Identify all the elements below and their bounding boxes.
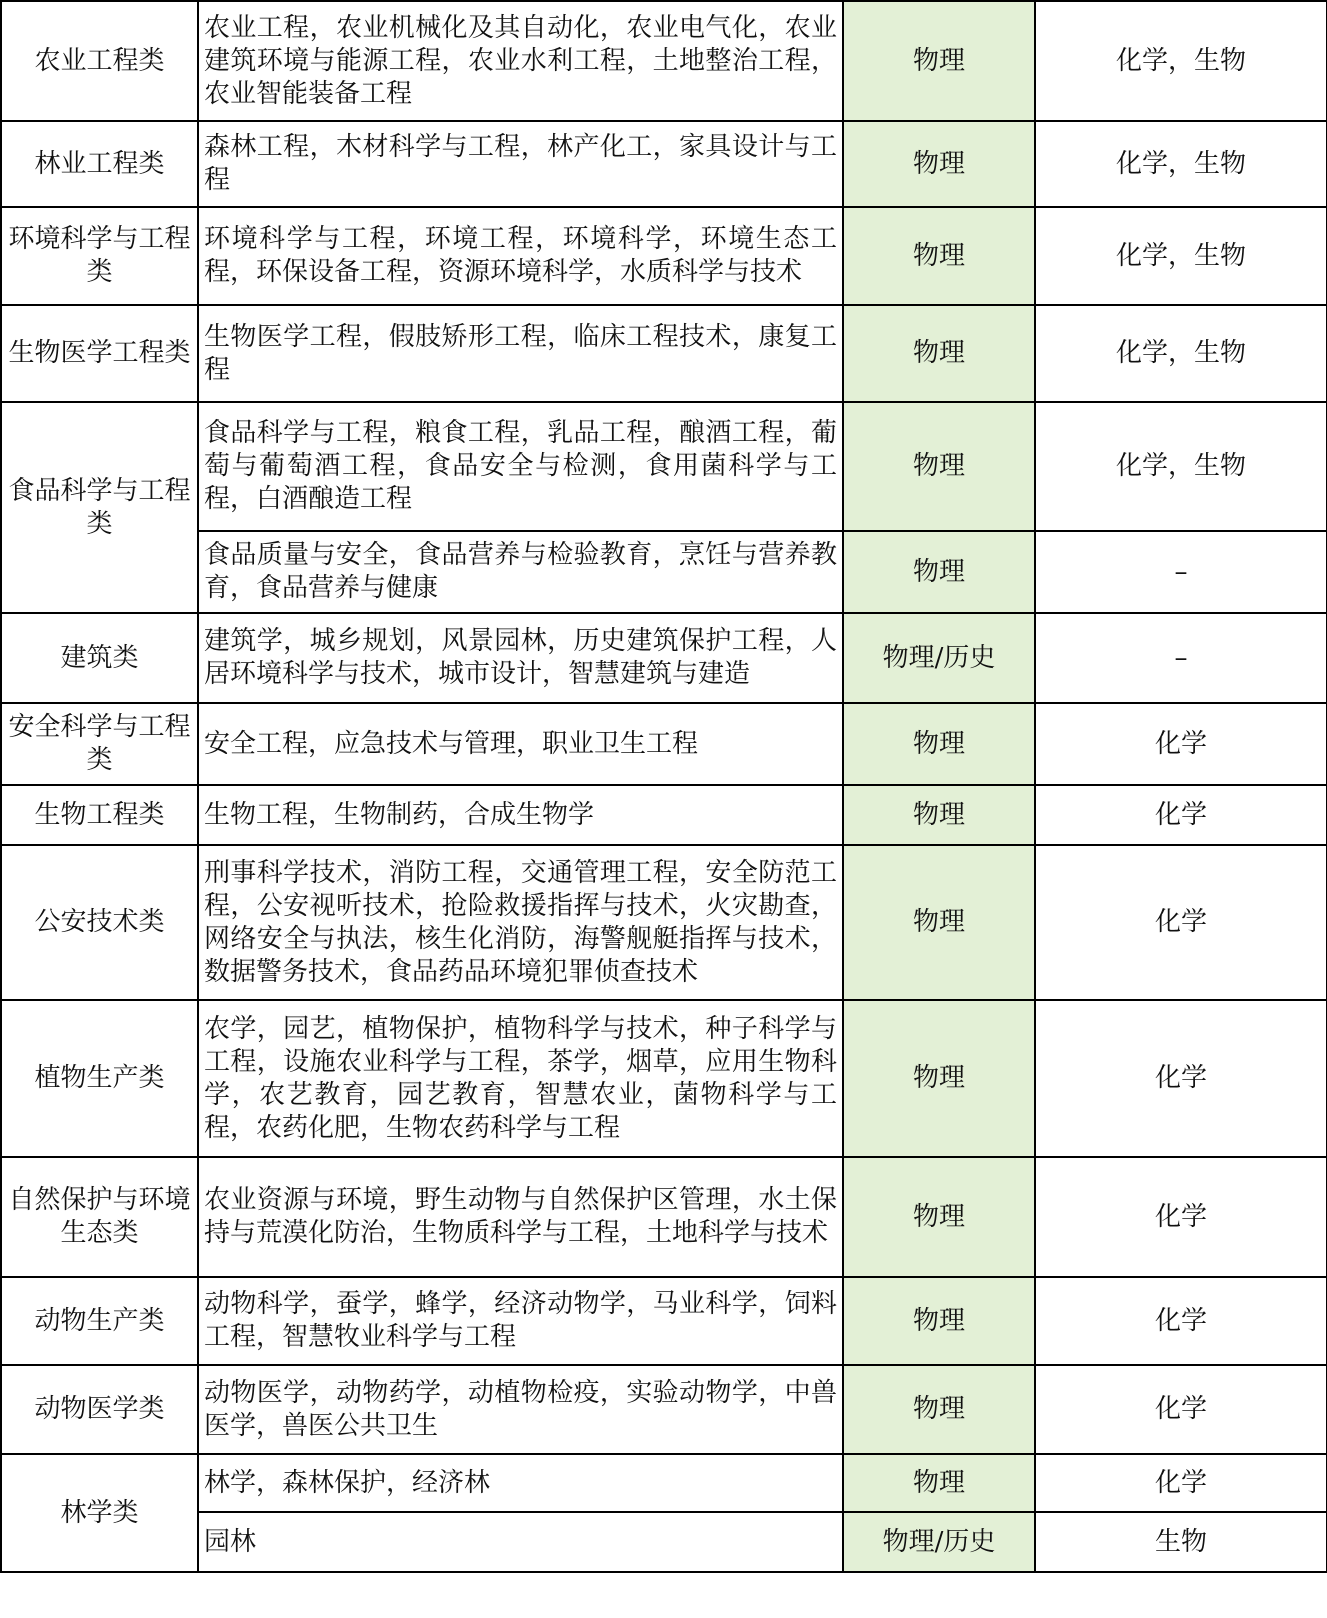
- category-cell: 建筑类: [1, 613, 198, 703]
- category-cell: 林业工程类: [1, 121, 198, 207]
- majors-cell: 刑事科学技术，消防工程，交通管理工程，安全防范工程，公安视听技术，抢险救援指挥与技术，火灾勘查，网络安全与执法，核生化消防，海警舰艇指挥与技术，数据警务技术，食品药品环境犯罪侦查技术: [198, 845, 843, 1000]
- first-subject-cell: 物理: [843, 1365, 1035, 1454]
- table-row: [1, 1277, 1327, 1365]
- category-cell: 安全科学与工程类: [1, 703, 198, 785]
- category-cell: 动物医学类: [1, 1365, 198, 1454]
- table-row: [1, 1000, 1327, 1157]
- table-row: [1, 845, 1327, 1000]
- second-subject-cell: 化学: [1035, 1000, 1327, 1157]
- category-cell: 农业工程类: [1, 1, 198, 121]
- majors-cell: 动物科学，蚕学，蜂学，经济动物学，马业科学，饲料工程，智慧牧业科学与工程: [198, 1277, 843, 1365]
- second-subject-cell: 化学: [1035, 845, 1327, 1000]
- category-cell: 自然保护与环境生态类: [1, 1157, 198, 1277]
- majors-cell: 生物工程，生物制药，合成生物学: [198, 785, 843, 845]
- table-row: [1, 207, 1327, 305]
- second-subject-cell: 化学: [1035, 1277, 1327, 1365]
- first-subject-cell: 物理: [843, 703, 1035, 785]
- table-row: [1, 703, 1327, 785]
- majors-cell: 建筑学，城乡规划，风景园林，历史建筑保护工程，人居环境科学与技术，城市设计，智慧建筑与建造: [198, 613, 843, 703]
- first-subject-cell: 物理: [843, 1277, 1035, 1365]
- table-row: [1, 402, 1327, 531]
- first-subject-cell: 物理: [843, 1454, 1035, 1512]
- table-row: [1, 1157, 1327, 1277]
- first-subject-cell: 物理/历史: [843, 1512, 1035, 1572]
- table-body: [1, 1, 1327, 1572]
- table-row: [1, 1365, 1327, 1454]
- majors-cell: 园林: [198, 1512, 843, 1572]
- table-row: [1, 531, 1327, 613]
- second-subject-cell: 化学，生物: [1035, 121, 1327, 207]
- first-subject-cell: 物理: [843, 1157, 1035, 1277]
- second-subject-cell: 化学，生物: [1035, 402, 1327, 531]
- first-subject-cell: 物理: [843, 785, 1035, 845]
- second-subject-cell: 化学: [1035, 1454, 1327, 1512]
- category-cell: 食品科学与工程类: [1, 402, 198, 613]
- second-subject-cell: 化学: [1035, 1365, 1327, 1454]
- first-subject-cell: 物理: [843, 207, 1035, 305]
- majors-cell: 安全工程，应急技术与管理，职业卫生工程: [198, 703, 843, 785]
- table-row: [1, 1454, 1327, 1512]
- first-subject-cell: 物理/历史: [843, 613, 1035, 703]
- category-cell: 环境科学与工程类: [1, 207, 198, 305]
- category-cell: 林学类: [1, 1454, 198, 1572]
- majors-cell: 农业工程，农业机械化及其自动化，农业电气化，农业建筑环境与能源工程，农业水利工程，土地整治工程，农业智能装备工程: [198, 1, 843, 121]
- second-subject-cell: –: [1035, 613, 1327, 703]
- first-subject-cell: 物理: [843, 845, 1035, 1000]
- first-subject-cell: 物理: [843, 1, 1035, 121]
- majors-cell: 森林工程，木材科学与工程，林产化工，家具设计与工程: [198, 121, 843, 207]
- table-row: [1, 613, 1327, 703]
- second-subject-cell: 生物: [1035, 1512, 1327, 1572]
- first-subject-cell: 物理: [843, 1000, 1035, 1157]
- first-subject-cell: 物理: [843, 121, 1035, 207]
- category-cell: 动物生产类: [1, 1277, 198, 1365]
- table-row: [1, 1512, 1327, 1572]
- second-subject-cell: 化学: [1035, 1157, 1327, 1277]
- majors-cell: 动物医学，动物药学，动植物检疫，实验动物学，中兽医学，兽医公共卫生: [198, 1365, 843, 1454]
- table-row: [1, 1, 1327, 121]
- second-subject-cell: 化学，生物: [1035, 207, 1327, 305]
- category-cell: 公安技术类: [1, 845, 198, 1000]
- table-row: [1, 305, 1327, 402]
- second-subject-cell: 化学，生物: [1035, 1, 1327, 121]
- category-cell: 生物工程类: [1, 785, 198, 845]
- majors-cell: 环境科学与工程，环境工程，环境科学，环境生态工程，环保设备工程，资源环境科学，水质科学与技术: [198, 207, 843, 305]
- first-subject-cell: 物理: [843, 305, 1035, 402]
- table-row: [1, 121, 1327, 207]
- first-subject-cell: 物理: [843, 402, 1035, 531]
- second-subject-cell: 化学: [1035, 703, 1327, 785]
- majors-cell: 食品科学与工程，粮食工程，乳品工程，酿酒工程，葡萄与葡萄酒工程，食品安全与检测，食用菌科学与工程，白酒酿造工程: [198, 402, 843, 531]
- second-subject-cell: 化学: [1035, 785, 1327, 845]
- majors-cell: 生物医学工程，假肢矫形工程，临床工程技术，康复工程: [198, 305, 843, 402]
- majors-cell: 食品质量与安全，食品营养与检验教育，烹饪与营养教育，食品营养与健康: [198, 531, 843, 613]
- majors-cell: 农业资源与环境，野生动物与自然保护区管理，水土保持与荒漠化防治，生物质科学与工程，土地科学与技术: [198, 1157, 843, 1277]
- majors-cell: 农学，园艺，植物保护，植物科学与技术，种子科学与工程，设施农业科学与工程，茶学，烟草，应用生物科学，农艺教育，园艺教育，智慧农业，菌物科学与工程，农药化肥，生物农药科学与工程: [198, 1000, 843, 1157]
- category-cell: 生物医学工程类: [1, 305, 198, 402]
- majors-cell: 林学，森林保护，经济林: [198, 1454, 843, 1512]
- second-subject-cell: –: [1035, 531, 1327, 613]
- category-cell: 植物生产类: [1, 1000, 198, 1157]
- table-row: [1, 785, 1327, 845]
- second-subject-cell: 化学，生物: [1035, 305, 1327, 402]
- first-subject-cell: 物理: [843, 531, 1035, 613]
